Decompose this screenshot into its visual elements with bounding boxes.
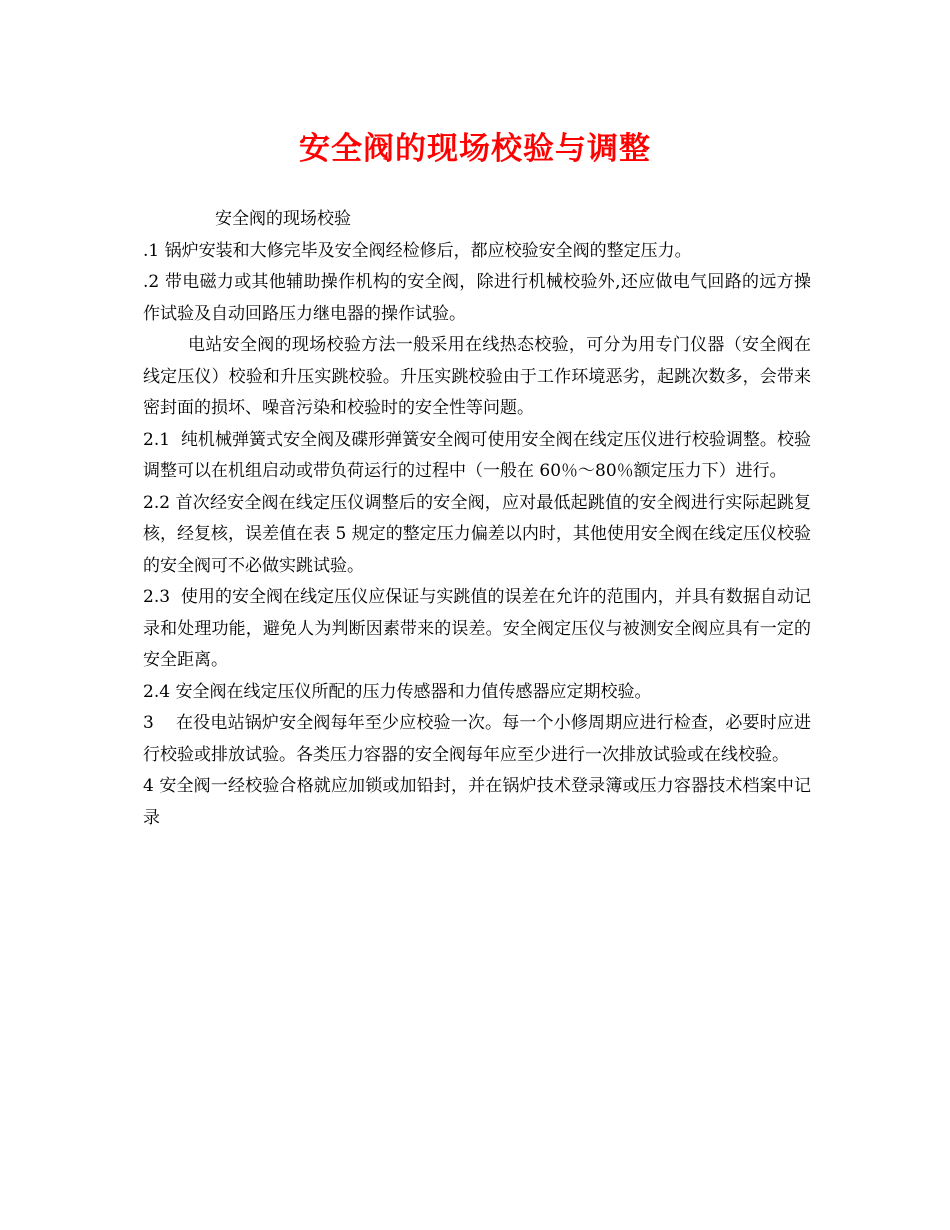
document-body bbox=[143, 204, 811, 834]
paragraph-3: 3 在役电站锅炉安全阀每年至少应校验一次。每一个小修周期应进行检查，必要时应进行校验或排放试验。各类压力容器的安全阀每年应至少进行一次排放试验或在线校验。 bbox=[143, 713, 811, 765]
paragraph-item-1: .1 锅炉安装和大修完毕及安全阀经检修后，都应校验安全阀的整定压力。 bbox=[143, 240, 692, 261]
page-title: 安全阀的现场校验与调整 bbox=[299, 131, 651, 167]
paragraph-2-1: 2.1 纯机械弹簧式安全阀及碟形弹簧安全阀可使用安全阀在线定压仪进行校验调整。校验调整可以在机组启动或带负荷运行的过程中（一般在 60％～80％额定压力下）进行。 bbox=[143, 429, 811, 481]
paragraph-2-4: 2.4 安全阀在线定压仪所配的压力传感器和力值传感器应定期校验。 bbox=[143, 681, 652, 702]
paragraph-methods: 电站安全阀的现场校验方法一般采用在线热态校验，可分为用专门仪器（安全阀在线定压仪）校验和升压实跳校验。升压实跳校验由于工作环境恶劣，起跳次数多，会带来密封面的损坏、噪音污染和校验时的安全性等问题。 bbox=[143, 335, 811, 418]
section-heading: 安全阀的现场校验 bbox=[215, 209, 351, 229]
paragraph-2-3: 2.3 使用的安全阀在线定压仪应保证与实跳值的误差在允许的范围内，并具有数据自动记录和处理功能，避免人为判断因素带来的误差。安全阀定压仪与被测安全阀应具有一定的安全距离。 bbox=[143, 587, 811, 670]
paragraph-4: 4 安全阀一经校验合格就应加锁或加铅封，并在锅炉技术登录簿或压力容器技术档案中记录 bbox=[143, 776, 811, 828]
paragraph-2-2: 2.2 首次经安全阀在线定压仪调整后的安全阀，应对最低起跳值的安全阀进行实际起跳复核，经复核，误差值在表 5 规定的整定压力偏差以内时，其他使用安全阀在线定压仪校验的安全阀可不必做实跳试验。 bbox=[143, 492, 811, 576]
paragraph-item-2: .2 带电磁力或其他辅助操作机构的安全阀，除进行机械校验外,还应做电气回路的远方操作试验及自动回路压力继电器的操作试验。 bbox=[143, 272, 811, 324]
